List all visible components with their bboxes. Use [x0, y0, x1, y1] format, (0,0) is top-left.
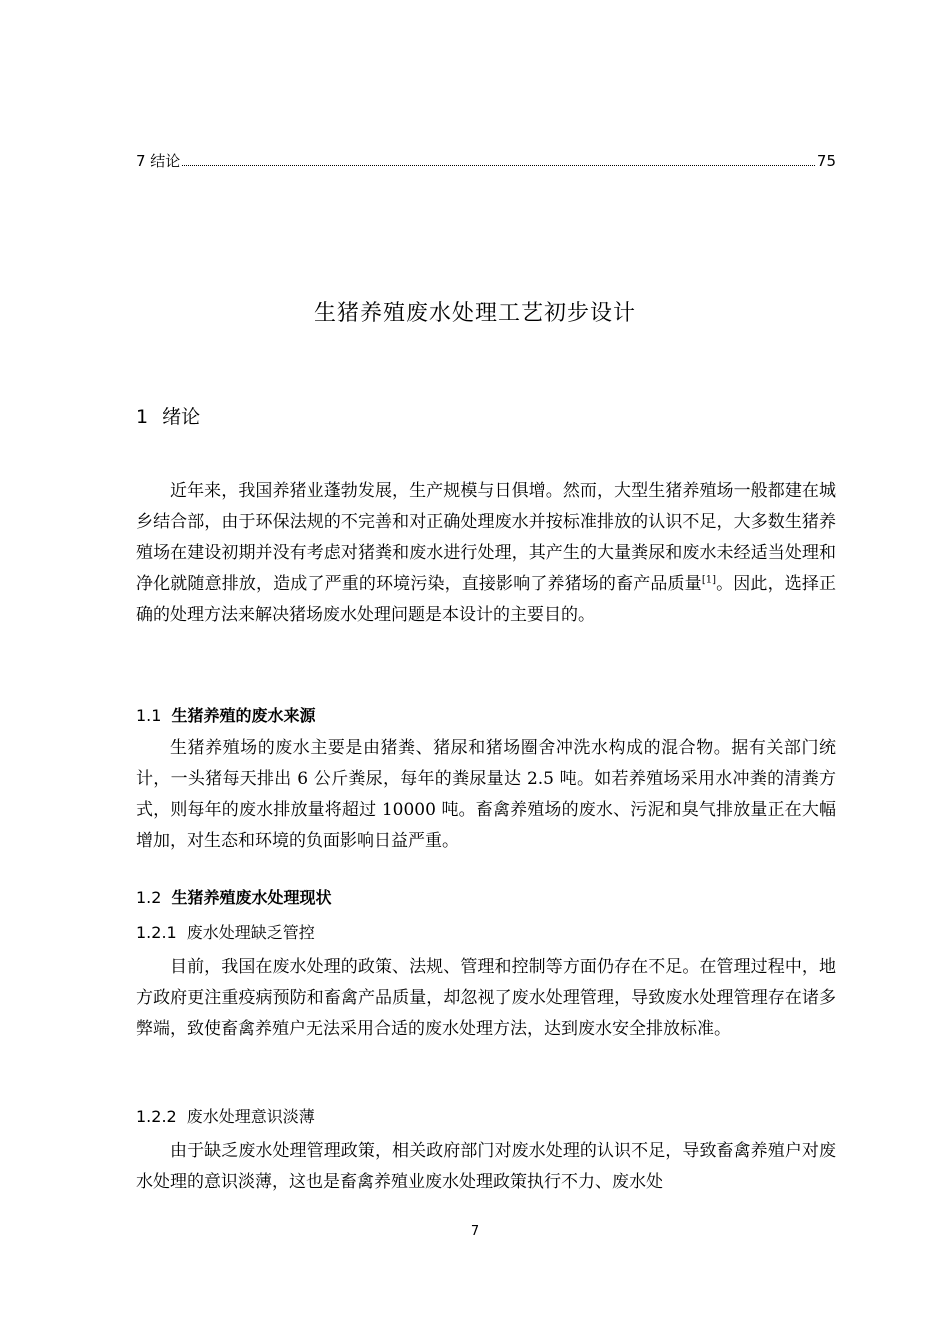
subsection-heading-1-2-2	[136, 1104, 315, 1127]
subsection-title: 废水处理意识淡薄	[186, 1107, 315, 1126]
subsection-heading-1-2-1	[136, 920, 315, 943]
toc-entry-page: 75	[816, 152, 836, 170]
subsection-title: 废水处理缺乏管控	[186, 923, 315, 942]
section-number: 1.2	[136, 888, 162, 907]
section-number: 1.1	[136, 706, 162, 725]
section-1-2-2-paragraph: 由于缺乏废水处理管理政策，相关政府部门对废水处理的认识不足，导致畜禽养殖户对废水处理的意识淡薄，这也是畜禽养殖业废水处理政策执行不力、废水处	[136, 1141, 836, 1192]
chapter-number: 1	[136, 406, 149, 428]
chapter-title: 绪论	[162, 406, 201, 428]
intro-text-continued: 。因此，选择正确的处理方法来解决猪场废水处理问题是本设计的主要目的。	[136, 574, 837, 625]
intro-text: 近年来，我国养猪业蓬勃发展，生产规模与日俱增。然而，大型生猪养殖场一般都建在城乡结合部，由于环保法规的不完善和对正确处理废水并按标准排放的认识不足，大多数生猪养殖场在建设初期并没有考虑对猪粪和废水进行处理，其产生的大量粪尿和废水未经适当处理和净化就随意排放，造成了严重的环境污染，直接影响了养猪场的畜产品质量	[136, 481, 836, 594]
chapter-heading	[136, 402, 200, 429]
subsection-number: 1.2.2	[136, 1107, 177, 1126]
subsection-number: 1.2.1	[136, 923, 177, 942]
toc-entry[interactable]	[136, 150, 836, 174]
section-heading-1-2	[136, 885, 331, 908]
section-1-1-paragraph: 生猪养殖场的废水主要是由猪粪、猪尿和猪场圈舍冲洗水构成的混合物。据有关部门统计，一头猪每天排出 6 公斤粪尿，每年的粪尿量达 2.5 吨。如若养殖场采用水冲粪的清粪方式，则每年的废水排放量将超过 10000 吨。畜禽养殖场的废水、污泥和臭气排放量正在大幅增加，对生态和环境的负面影响日益严重。	[136, 738, 836, 851]
section-title: 生猪养殖的废水来源	[171, 706, 316, 725]
toc-entry-title: 7 结论	[136, 152, 181, 170]
toc-leader-dots	[182, 164, 815, 166]
document-title: 生猪养殖废水处理工艺初步设计	[313, 301, 636, 326]
section-1-2-1-paragraph: 目前，我国在废水处理的政策、法规、管理和控制等方面仍存在不足。在管理过程中，地方政府更注重疫病预防和畜禽产品质量，却忽视了废水处理管理，导致废水处理管理存在诸多弊端，致使畜禽养殖户无法采用合适的废水处理方法，达到废水安全排放标准。	[136, 957, 836, 1039]
section-heading-1-1	[136, 703, 315, 726]
citation-ref[interactable]: [1]	[701, 574, 716, 586]
intro-paragraph	[136, 476, 836, 631]
page-number: 7	[470, 1224, 480, 1239]
section-title: 生猪养殖废水处理现状	[171, 888, 332, 907]
